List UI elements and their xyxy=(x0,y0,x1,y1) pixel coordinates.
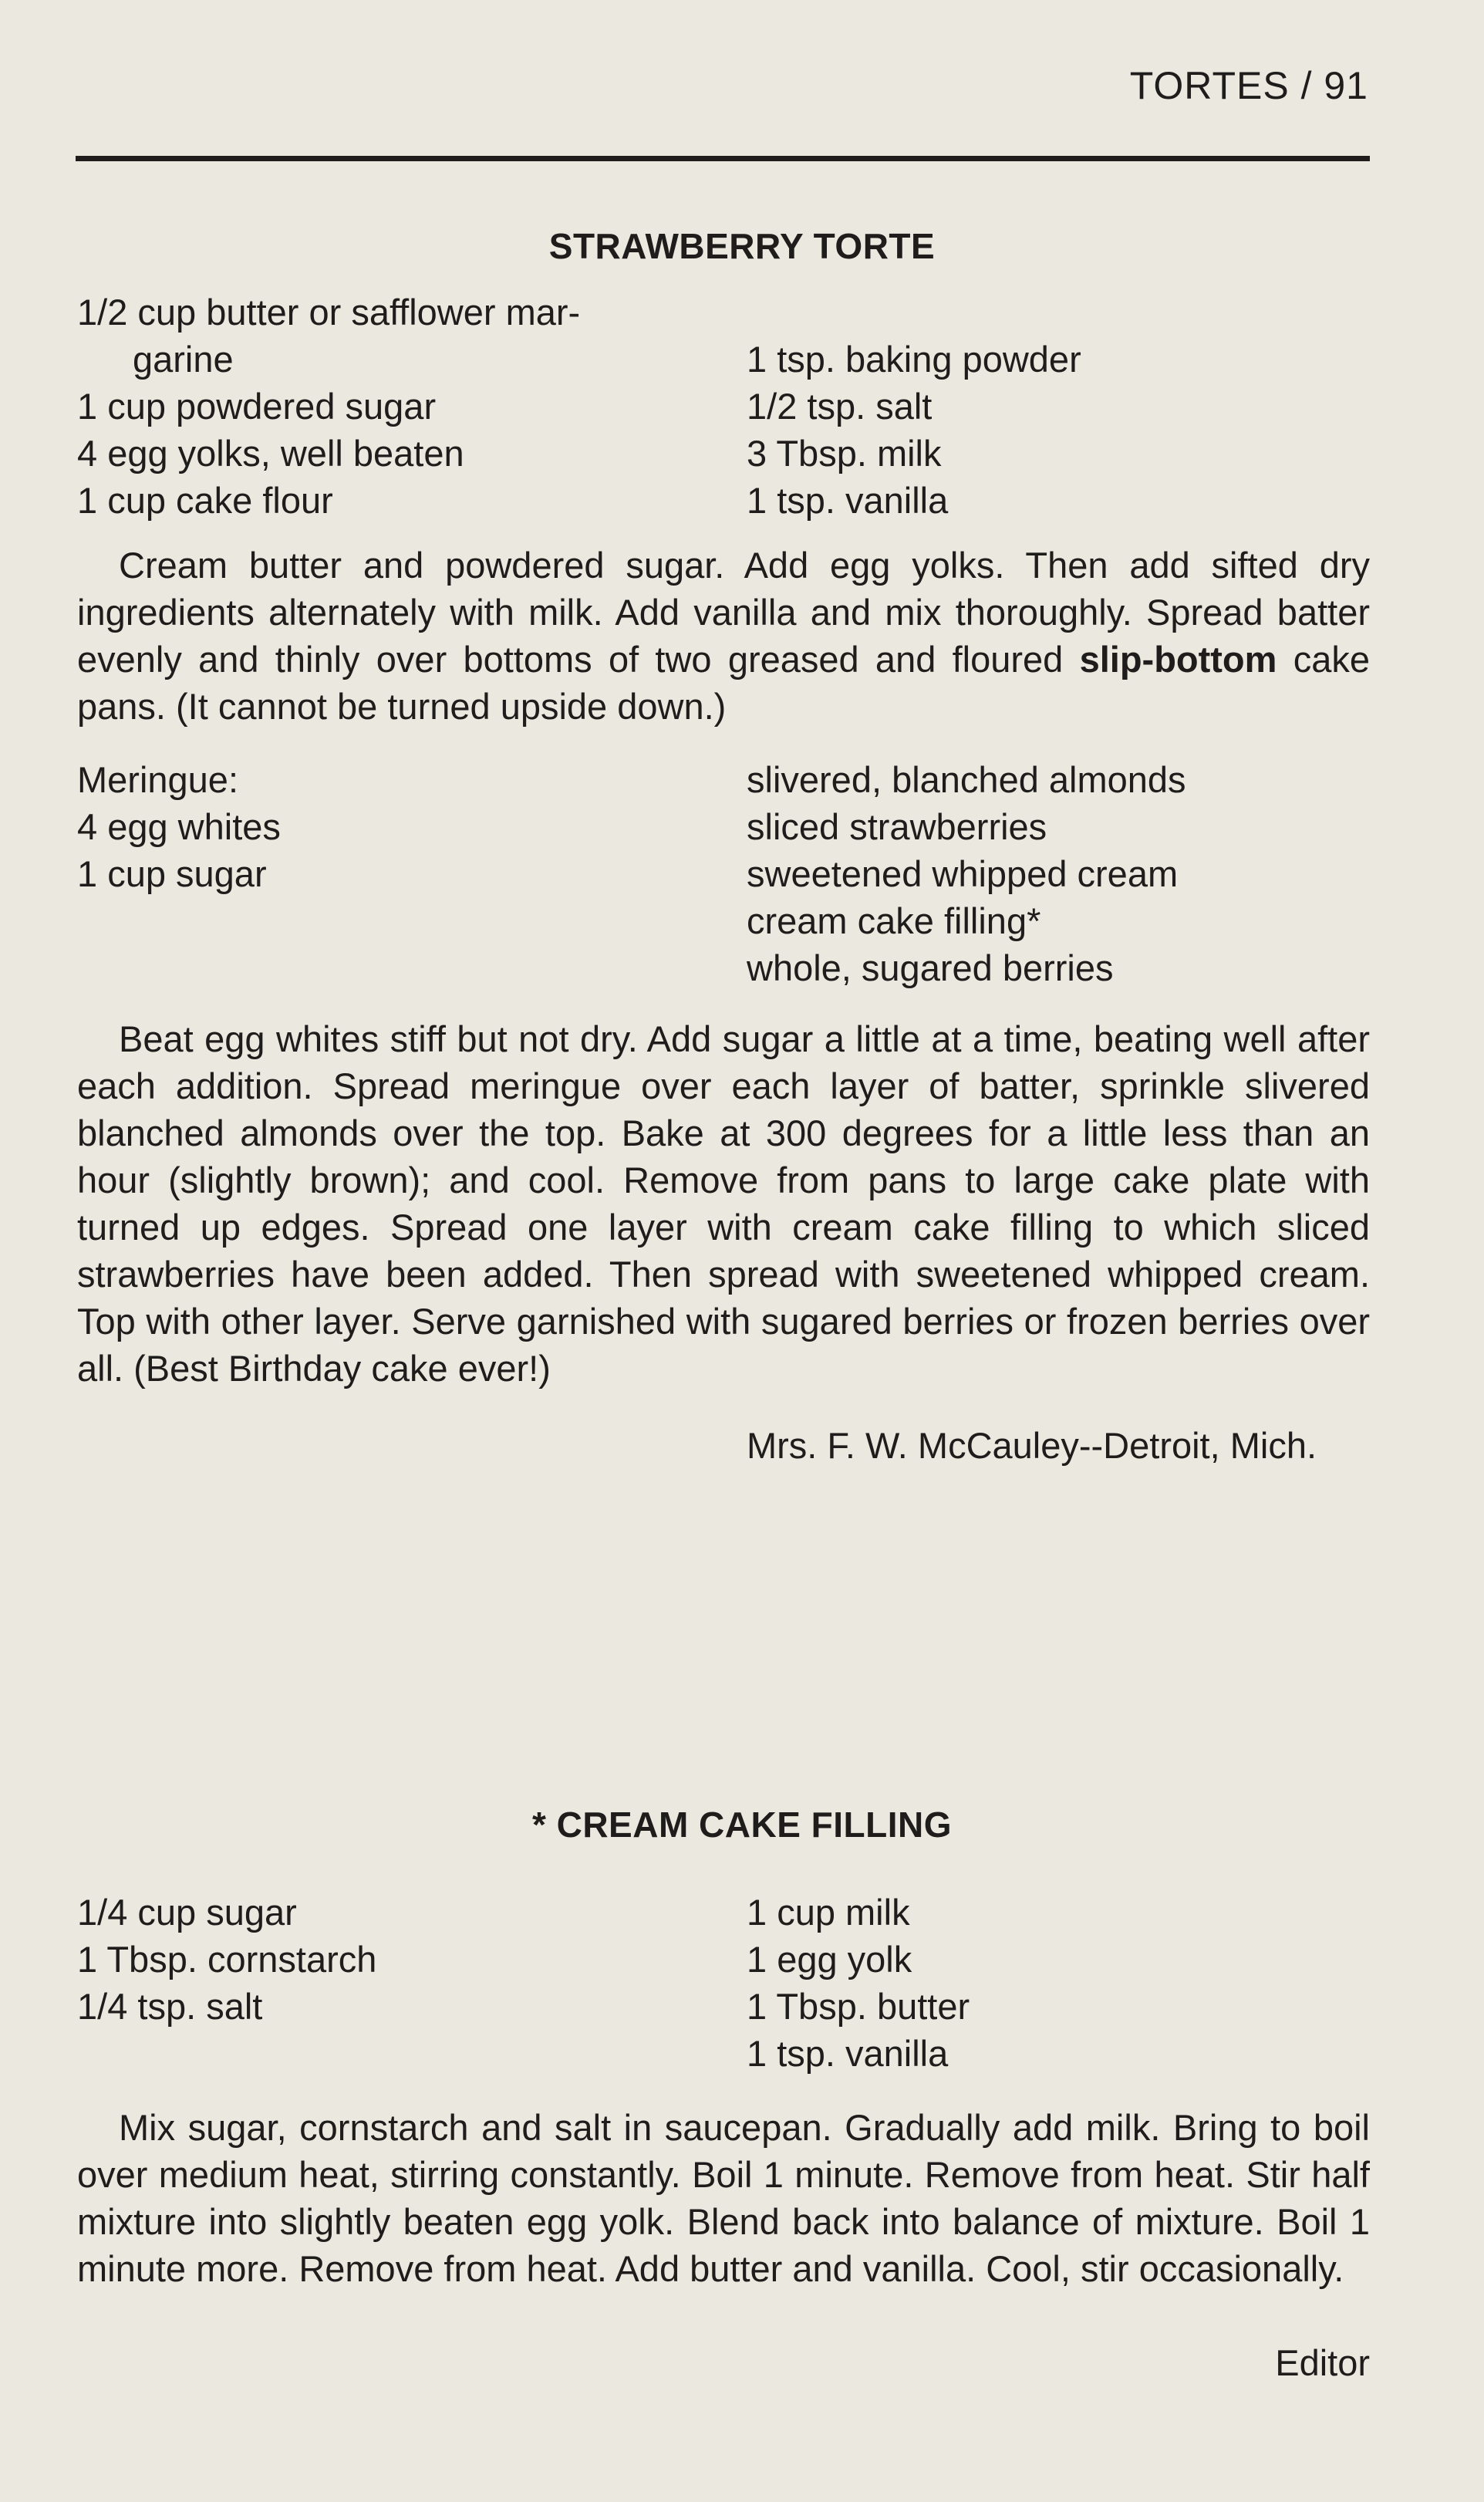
ingredient-line: 4 egg yolks, well beaten xyxy=(77,433,464,474)
ingredient-line: whole, sugared berries xyxy=(747,947,1114,988)
directions-text: cake pans. (It cannot be turned upside down.) xyxy=(77,639,1370,727)
ingredient-line: garine xyxy=(133,339,234,380)
torte-directions-2: Beat egg whites stiff but not dry. Add sugar a little at a time, beating well after each addition. Spread meringue over each layer of batter, sprinkle slivered blanched almonds over the top. Bake at 300 degrees for a little less than an hour (slightly brown); and cool. Remove from pans to large cake plate with turned up edges. Spread one layer with cream cake filling to which sliced strawberries have been added. Then spread with sweetened whipped cream. Top with other layer. Serve garnished with sugared berries or frozen berries over all. (Best Birthday cake ever!) xyxy=(77,1018,1370,1389)
directions-text: Cream butter and powdered sugar. Add egg yolks. Then add sifted dry ingredients alternately with milk. Add vanilla and mix thoroughly. Spread batter evenly and thinly over bottoms of two greased and floured xyxy=(77,545,1370,680)
ingredient-line: cream cake filling* xyxy=(747,900,1041,941)
filling-directions: Mix sugar, cornstarch and salt in saucepan. Gradually add milk. Bring to boil over medium heat, stirring constantly. Boil 1 minute. Remove from heat. Stir half mixture into slightly beaten egg yolk. Blend back into balance of mixture. Boil 1 minute more. Remove from heat. Add butter and vanilla. Cool, stir occasionally. xyxy=(77,2107,1370,2289)
ingredient-line: 1 Tbsp. cornstarch xyxy=(77,1939,377,1980)
ingredient-line: 3 Tbsp. milk xyxy=(747,433,942,474)
meringue-ingredients-left xyxy=(77,756,281,897)
torte-ingredients-left xyxy=(77,289,580,524)
running-head: TORTES / 91 xyxy=(1129,64,1368,107)
ingredient-line: 1/4 tsp. salt xyxy=(77,1986,263,2027)
header-rule xyxy=(76,156,1370,161)
ingredient-line: 1/2 cup butter or safflower mar- xyxy=(77,292,581,333)
ingredient-line: 1 cup sugar xyxy=(77,853,267,894)
cream-cake-filling-title: * CREAM CAKE FILLING xyxy=(531,1805,953,1845)
torte-directions-1 xyxy=(77,542,1370,730)
ingredient-line: sweetened whipped cream xyxy=(747,853,1179,894)
filling-ingredients-right xyxy=(747,1889,970,2077)
ingredient-line: 1 cup cake flour xyxy=(77,480,333,521)
ingredient-line: Meringue: xyxy=(77,759,238,800)
ingredient-line: 1/2 tsp. salt xyxy=(747,386,933,427)
ingredient-line: 1 cup milk xyxy=(747,1892,910,1933)
ingredient-line: 1 tsp. vanilla xyxy=(747,2033,949,2074)
directions-bold-text: slip-bottom xyxy=(1079,639,1277,680)
ingredient-line: 1 tsp. vanilla xyxy=(747,480,949,521)
strawberry-torte-title: STRAWBERRY TORTE xyxy=(548,226,936,266)
ingredient-line: 4 egg whites xyxy=(77,806,281,847)
ingredient-line: sliced strawberries xyxy=(747,806,1047,847)
torte-ingredients-right xyxy=(747,336,1081,524)
meringue-ingredients-right xyxy=(747,756,1186,991)
ingredient-line: 1 egg yolk xyxy=(747,1939,912,1980)
filling-ingredients-left xyxy=(77,1889,376,2030)
ingredient-line: slivered, blanched almonds xyxy=(747,759,1186,800)
ingredient-line: 1 tsp. baking powder xyxy=(747,339,1081,380)
ingredient-line: 1 Tbsp. butter xyxy=(747,1986,970,2027)
ingredient-line: 1 cup powdered sugar xyxy=(77,386,437,427)
filling-attribution: Editor xyxy=(1275,2342,1370,2383)
torte-attribution: Mrs. F. W. McCauley--Detroit, Mich. xyxy=(747,1425,1317,1466)
ingredient-line: 1/4 cup sugar xyxy=(77,1892,297,1933)
